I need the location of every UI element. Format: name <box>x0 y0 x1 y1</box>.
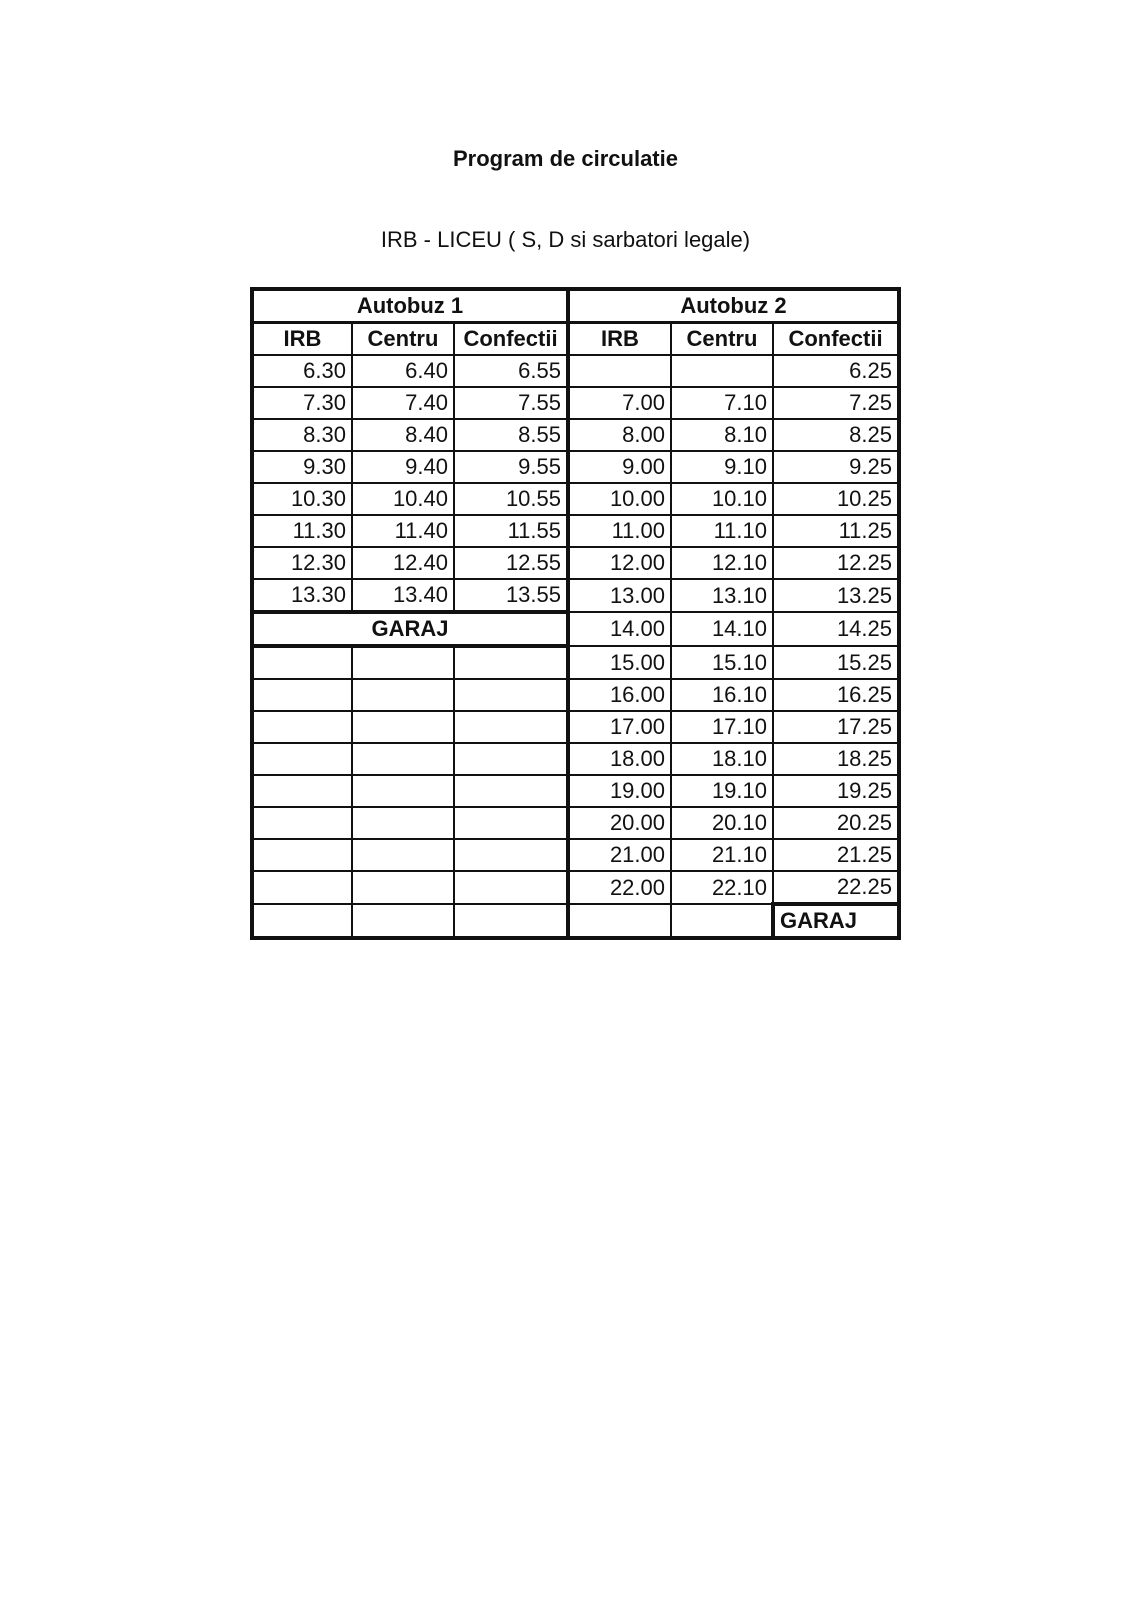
bus-2-garaj-cell: GARAJ <box>773 904 899 938</box>
table-cell <box>352 807 454 839</box>
table-cell: 13.40 <box>352 579 454 612</box>
table-cell: 20.25 <box>773 807 899 839</box>
table-cell: 15.10 <box>671 646 773 679</box>
table-cell: 13.10 <box>671 579 773 612</box>
table-cell: 17.10 <box>671 711 773 743</box>
table-cell: 13.25 <box>773 579 899 612</box>
table-cell: 11.40 <box>352 515 454 547</box>
page-title: Program de circulatie <box>453 146 678 171</box>
table-cell: 19.25 <box>773 775 899 807</box>
column-header: Centru <box>352 323 454 356</box>
table-row <box>252 483 899 515</box>
table-cell: 13.00 <box>568 579 671 612</box>
table-cell: 22.10 <box>671 871 773 904</box>
table-cell: 6.40 <box>352 355 454 387</box>
table-cell: 16.00 <box>568 679 671 711</box>
table-cell <box>568 904 671 938</box>
table-cell: 20.10 <box>671 807 773 839</box>
table-cell: 13.55 <box>454 579 568 612</box>
table-cell <box>454 775 568 807</box>
table-cell: 8.40 <box>352 419 454 451</box>
table-cell <box>352 871 454 904</box>
table-row <box>252 679 899 711</box>
table-cell: 9.55 <box>454 451 568 483</box>
column-header: IRB <box>252 323 352 356</box>
column-header-row <box>252 323 899 356</box>
table-cell: 15.00 <box>568 646 671 679</box>
table-row <box>252 807 899 839</box>
table-cell: 18.00 <box>568 743 671 775</box>
table-row <box>252 646 899 679</box>
table-cell: 11.10 <box>671 515 773 547</box>
table-cell: 15.25 <box>773 646 899 679</box>
bus-1-header: Autobuz 1 <box>252 289 568 323</box>
table-cell <box>352 679 454 711</box>
table-row <box>252 451 899 483</box>
table-cell <box>252 711 352 743</box>
table-cell: 10.00 <box>568 483 671 515</box>
table-cell: 10.10 <box>671 483 773 515</box>
schedule-table <box>250 287 901 940</box>
table-cell <box>454 743 568 775</box>
table-cell: 17.00 <box>568 711 671 743</box>
table-row <box>252 775 899 807</box>
table-cell <box>352 743 454 775</box>
table-cell <box>671 904 773 938</box>
table-cell: 7.30 <box>252 387 352 419</box>
table-cell <box>252 775 352 807</box>
table-cell <box>252 646 352 679</box>
table-cell <box>454 839 568 871</box>
table-cell: 10.25 <box>773 483 899 515</box>
table-cell <box>352 646 454 679</box>
table-cell: 11.25 <box>773 515 899 547</box>
table-row <box>252 515 899 547</box>
page-subtitle: IRB - LICEU ( S, D si sarbatori legale) <box>380 227 751 252</box>
table-cell: 8.00 <box>568 419 671 451</box>
table-cell: 22.25 <box>773 871 899 904</box>
table-row <box>252 355 899 387</box>
bus-header-row <box>252 289 899 323</box>
table-cell: 12.10 <box>671 547 773 579</box>
bus-1-garaj-cell: GARAJ <box>252 612 568 646</box>
table-cell: 21.10 <box>671 839 773 871</box>
table-cell: 11.30 <box>252 515 352 547</box>
table-cell <box>252 871 352 904</box>
table-cell: 18.10 <box>671 743 773 775</box>
table-cell: 8.25 <box>773 419 899 451</box>
table-cell: 12.30 <box>252 547 352 579</box>
table-cell: 12.40 <box>352 547 454 579</box>
table-cell: 9.10 <box>671 451 773 483</box>
table-cell: 10.40 <box>352 483 454 515</box>
table-cell: 13.30 <box>252 579 352 612</box>
table-cell: 9.30 <box>252 451 352 483</box>
column-header: Confectii <box>773 323 899 356</box>
table-cell: 8.10 <box>671 419 773 451</box>
table-cell: 14.00 <box>568 612 671 646</box>
table-cell: 6.30 <box>252 355 352 387</box>
table-row <box>252 579 899 612</box>
table-row <box>252 743 899 775</box>
table-cell: 8.30 <box>252 419 352 451</box>
column-header: Centru <box>671 323 773 356</box>
table-cell <box>454 807 568 839</box>
schedule-body <box>252 355 899 938</box>
table-cell: 6.55 <box>454 355 568 387</box>
table-cell: 21.00 <box>568 839 671 871</box>
table-cell <box>252 904 352 938</box>
table-cell: 7.10 <box>671 387 773 419</box>
table-row <box>252 547 899 579</box>
table-cell <box>568 355 671 387</box>
table-cell: 17.25 <box>773 711 899 743</box>
table-cell: 14.10 <box>671 612 773 646</box>
table-cell <box>454 904 568 938</box>
table-cell: 16.25 <box>773 679 899 711</box>
table-cell: 18.25 <box>773 743 899 775</box>
table-cell: 16.10 <box>671 679 773 711</box>
table-cell <box>252 807 352 839</box>
table-cell <box>352 839 454 871</box>
column-header: Confectii <box>454 323 568 356</box>
table-cell <box>671 355 773 387</box>
table-cell: 14.25 <box>773 612 899 646</box>
table-cell: 12.55 <box>454 547 568 579</box>
table-row <box>252 612 899 646</box>
table-cell: 7.00 <box>568 387 671 419</box>
table-cell <box>252 679 352 711</box>
table-cell <box>352 775 454 807</box>
table-cell: 21.25 <box>773 839 899 871</box>
table-cell: 12.00 <box>568 547 671 579</box>
table-cell <box>454 646 568 679</box>
table-row <box>252 839 899 871</box>
table-cell <box>454 679 568 711</box>
table-cell: 19.10 <box>671 775 773 807</box>
table-cell: 10.30 <box>252 483 352 515</box>
table-cell: 22.00 <box>568 871 671 904</box>
table-cell: 20.00 <box>568 807 671 839</box>
table-cell: 9.00 <box>568 451 671 483</box>
bus-2-header: Autobuz 2 <box>568 289 899 323</box>
table-cell <box>454 871 568 904</box>
table-row <box>252 904 899 938</box>
table-cell: 7.25 <box>773 387 899 419</box>
column-header: IRB <box>568 323 671 356</box>
table-cell: 8.55 <box>454 419 568 451</box>
table-cell: 12.25 <box>773 547 899 579</box>
table-cell: 9.25 <box>773 451 899 483</box>
table-cell <box>454 711 568 743</box>
table-cell: 7.40 <box>352 387 454 419</box>
table-cell: 11.55 <box>454 515 568 547</box>
table-cell <box>252 743 352 775</box>
table-row <box>252 711 899 743</box>
table-cell: 19.00 <box>568 775 671 807</box>
table-cell: 11.00 <box>568 515 671 547</box>
table-cell <box>252 839 352 871</box>
table-cell <box>352 904 454 938</box>
table-row <box>252 871 899 904</box>
table-cell: 10.55 <box>454 483 568 515</box>
table-row <box>252 419 899 451</box>
table-cell: 7.55 <box>454 387 568 419</box>
table-cell: 9.40 <box>352 451 454 483</box>
table-cell: 6.25 <box>773 355 899 387</box>
table-row <box>252 387 899 419</box>
table-cell <box>352 711 454 743</box>
